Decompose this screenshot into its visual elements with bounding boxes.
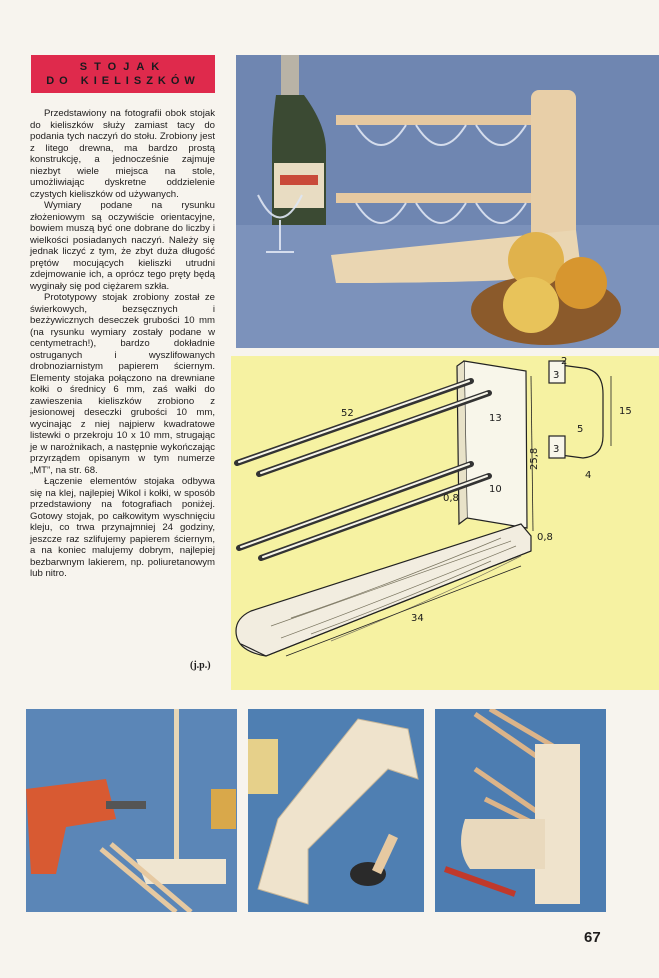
article-paragraph: Łączenie elementów stojaka odbywa się na klej, najlepiej Wikol i kołki, w sposób przedstawiony na fotografiach poniżej. Gotowy stojak, po całkowitym wyschnięciu kleju, co trwa przynajmniej 24 godziny, jeszcze raz szlifujemy papierem ściernym, a na koniec malujemy dobrym, najlepiej bezbarwnym lakierem, np. poliuretanowym lub nitro.: [30, 476, 215, 579]
dim-handle-height: 15: [619, 406, 632, 417]
photo-drill-assembly: [26, 709, 237, 912]
dim-rod-length: 52: [341, 408, 354, 419]
photo-rods-illustration: [435, 709, 606, 912]
article-paragraph: Przedstawiony na fotografii obok stojak do kieliszków służy zamiast tacy do podania tych naczyń do stołu. Zrobiony jest z litego drewna, ma bardzo prostą konstrukcję, a jednocześnie zajmuje niezbyt wiele miejsca na stole, umożliwiając dyskretne oddzielenie czystych kieliszków od używanych.: [30, 108, 215, 200]
photo-glass-stand: [236, 55, 659, 348]
photo-glass-stand-illustration: [236, 55, 659, 348]
photo-glued-frame: [248, 709, 424, 912]
dim-handle-bottom: 3: [553, 444, 560, 455]
photo-drill-illustration: [26, 709, 237, 912]
dim-total-height: 25,8: [529, 447, 540, 470]
photo-frame-illustration: [248, 709, 424, 912]
assembly-drawing-svg: [231, 356, 659, 690]
assembly-drawing: [231, 356, 659, 690]
article-title-box: [31, 55, 215, 93]
dim-handle-inner: 5: [577, 424, 584, 435]
dim-base-thickness: 0,8: [537, 532, 553, 543]
dim-rod-spacing: 10: [489, 484, 502, 495]
dim-side-height: 13: [489, 413, 502, 424]
article-paragraph: Prototypowy stojak zrobiony został ze świerkowych, bezsęcznych i bezżywicznych deseczek grubości 10 mm (na rysunku wymiary zostały podane w centymetrach!), bardzo dokładnie ostruganych i wyszlifowanych drobnoziarnistym papierem ściernym. Elementy stojaka połączono na drewniane kołki o średnicy 6 mm, zaś wałki do zawieszenia kieliszków zrobiono z jesionowej deseczki grubości 10 mm, wycinając z niej najpierw kwadratowe listewki o przekroju 10 x 10 mm, strugając je w narożnikach, a następnie wykończając przyrządem opisanym w tym numerze „MT”, na str. 68.: [30, 292, 215, 476]
article-title-line1: STOJAK: [79, 61, 167, 73]
dim-handle-width: 4: [585, 470, 592, 481]
author-signature: (j.p.): [190, 660, 211, 671]
dim-edge-offset: 0,8: [443, 493, 459, 504]
article-body: [30, 108, 215, 580]
article-title-line2: DO KIELISZKÓW: [46, 75, 200, 87]
photo-rods-inserted: [435, 709, 606, 912]
article-paragraph: Wymiary podane na rysunku złożeniowym są oczywiście orientacyjne, bowiem muszą być one dobrane do liczby i wielkości posiadanych naczyń. Należy się jednak liczyć z tym, że zbyt duża długość prętów mocujących kieliszki utrudni zdejmowanie ich, a oprócz tego pręty będą wyginały się pod ciężarem szkła.: [30, 200, 215, 292]
dim-handle-top: 2: [561, 356, 568, 367]
page-number: 67: [584, 929, 601, 946]
dim-handle-side: 3: [553, 370, 560, 381]
dim-base-length: 34: [411, 613, 424, 624]
